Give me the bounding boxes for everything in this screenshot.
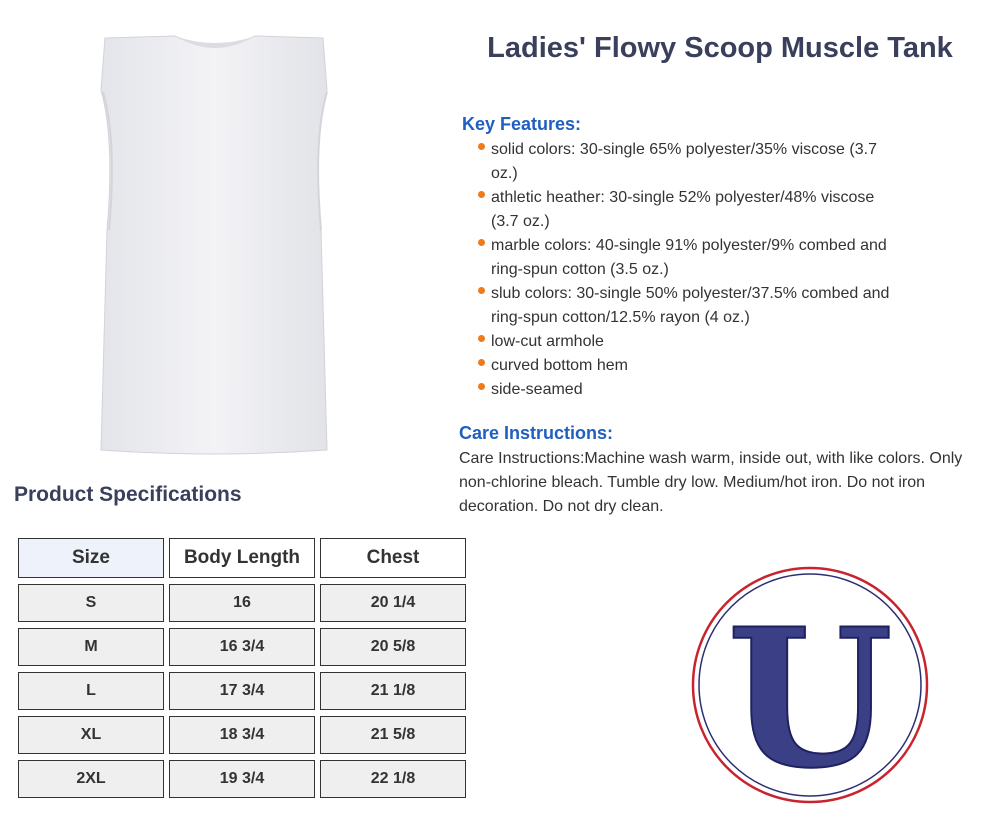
u-logo <box>690 565 930 805</box>
cell-chest: 21 1/8 <box>320 672 466 710</box>
cell-size: 2XL <box>18 760 164 798</box>
care-instructions-text: Care Instructions:Machine wash warm, inside out, with like colors. Only non-chlorine bleach. Tumble dry low. Medium/hot iron. Do not iron decoration. Do not dry clean. <box>459 450 963 515</box>
cell-chest: 20 1/4 <box>320 584 466 622</box>
cell-body-length: 16 <box>169 584 315 622</box>
product-specifications-title: Product Specifications <box>14 483 242 506</box>
cell-body-length: 18 3/4 <box>169 716 315 754</box>
cell-size: XL <box>18 716 164 754</box>
cell-size: L <box>18 672 164 710</box>
bullet-icon <box>478 191 485 198</box>
tank-top-image <box>95 30 335 460</box>
feature-item: low-cut armhole <box>478 330 898 354</box>
cell-chest: 21 5/8 <box>320 716 466 754</box>
cell-chest: 20 5/8 <box>320 628 466 666</box>
cell-body-length: 19 3/4 <box>169 760 315 798</box>
bullet-icon <box>478 359 485 366</box>
header-size: Size <box>18 538 164 578</box>
cell-size: S <box>18 584 164 622</box>
cell-chest: 22 1/8 <box>320 760 466 798</box>
bullet-icon <box>478 287 485 294</box>
feature-item: curved bottom hem <box>478 354 898 378</box>
key-features-list <box>478 138 898 402</box>
bullet-icon <box>478 383 485 390</box>
feature-item: slub colors: 30-single 50% polyester/37.5% combed and ring-spun cotton/12.5% rayon (4 oz.) <box>478 282 898 330</box>
care-instructions-heading: Care Instructions: <box>459 423 614 443</box>
header-body-length: Body Length <box>169 538 315 578</box>
bullet-icon <box>478 335 485 342</box>
key-features-heading: Key Features: <box>462 114 582 134</box>
feature-item: marble colors: 40-single 91% polyester/9% combed and ring-spun cotton (3.5 oz.) <box>478 234 898 282</box>
cell-size: M <box>18 628 164 666</box>
cell-body-length: 17 3/4 <box>169 672 315 710</box>
product-title: Ladies' Flowy Scoop Muscle Tank <box>487 32 953 64</box>
logo-letter: U <box>727 587 893 805</box>
bullet-icon <box>478 239 485 246</box>
cell-body-length: 16 3/4 <box>169 628 315 666</box>
feature-item: solid colors: 30-single 65% polyester/35% viscose (3.7 oz.) <box>478 138 898 186</box>
header-chest: Chest <box>320 538 466 578</box>
feature-item: athletic heather: 30-single 52% polyester/48% viscose (3.7 oz.) <box>478 186 898 234</box>
feature-item: side-seamed <box>478 378 898 402</box>
bullet-icon <box>478 143 485 150</box>
